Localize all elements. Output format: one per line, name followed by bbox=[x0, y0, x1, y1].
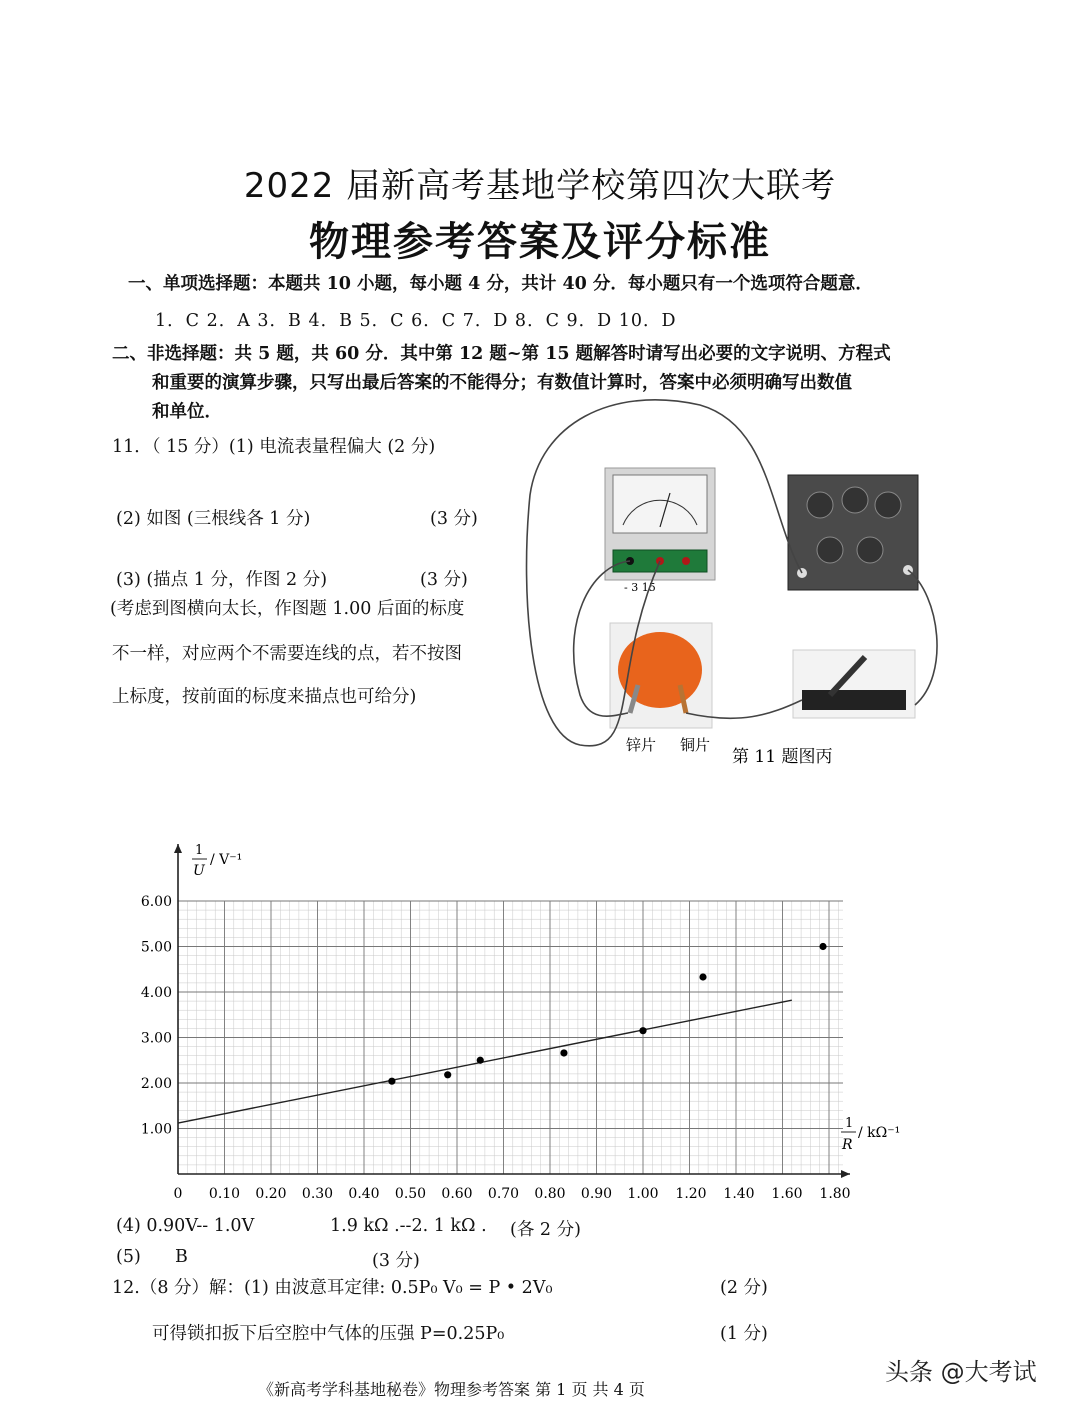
x-tick-label: 1.20 bbox=[675, 1186, 707, 1202]
switch-image bbox=[793, 650, 915, 718]
page-footer: 《新高考学科基地秘卷》物理参考答案 第 1 页 共 4 页 bbox=[258, 1380, 645, 1399]
graph-1U-vs-1R bbox=[110, 830, 910, 1215]
x-tick-label: 0.10 bbox=[208, 1186, 241, 1202]
x-tick-label: 0.80 bbox=[534, 1186, 566, 1202]
q11-note-line2: 不一样，对应两个不需要连线的点，若不按图 bbox=[112, 644, 462, 664]
x-tick-label: 0.20 bbox=[255, 1186, 287, 1202]
q11-part4-resistance: 1.9 kΩ .--2. 1 kΩ . bbox=[330, 1216, 487, 1236]
q12-part1-score: (2 分) bbox=[720, 1278, 768, 1298]
y-tick-label: 4.00 bbox=[140, 985, 172, 1001]
q11-part1: 11．（ 15 分）(1) 电流表量程偏大 (2 分) bbox=[112, 437, 436, 457]
circuit-figure bbox=[520, 395, 950, 795]
q11-part4: (4) 0.90V-- 1.0V bbox=[116, 1216, 255, 1236]
x-tick-label: 1.60 bbox=[771, 1186, 803, 1202]
y-label-unit: / V⁻¹ bbox=[210, 852, 243, 868]
x-tick-label: 0 bbox=[173, 1186, 183, 1202]
q11-part5-answer: B bbox=[175, 1247, 188, 1267]
chart-axes bbox=[174, 844, 850, 1178]
x-tick-label: 1.00 bbox=[627, 1186, 659, 1202]
meter-scale-label: - 3 15 bbox=[624, 581, 656, 594]
copper-label: 铜片 bbox=[680, 736, 711, 754]
data-point bbox=[388, 1078, 395, 1085]
data-point bbox=[699, 973, 706, 980]
x-tick-label: 0.50 bbox=[394, 1186, 427, 1202]
zinc-label: 锌片 bbox=[626, 736, 657, 754]
x-tick-label: 1.40 bbox=[723, 1186, 755, 1202]
data-point bbox=[444, 1071, 451, 1078]
x-tick-label: 1.80 bbox=[819, 1186, 851, 1202]
q11-note-line3: 上标度，按前面的标度来描点也可给分) bbox=[112, 687, 417, 707]
q12-part2-score: (1 分) bbox=[720, 1324, 768, 1344]
y-label-denominator: U bbox=[193, 863, 205, 879]
data-point bbox=[560, 1049, 567, 1056]
q11-part3: (3) (描点 1 分，作图 2 分) bbox=[116, 570, 328, 590]
q12-part2: 可得锁扣扳下后空腔中气体的压强 P=0.25P₀ bbox=[152, 1324, 505, 1344]
x-tick-label: 0.40 bbox=[348, 1186, 380, 1202]
section2-heading-line3: 和单位． bbox=[152, 402, 222, 422]
x-tick-label: 0.60 bbox=[441, 1186, 473, 1202]
section2-heading-line2: 和重要的演算步骤，只写出最后答案的不能得分；有数值计算时，答案中必须明确写出数值 bbox=[152, 373, 852, 393]
resistance-box-image bbox=[788, 475, 918, 590]
section1-heading: 一、单项选择题：本题共 10 小题，每小题 4 分，共计 40 分．每小题只有一个选项符合题意． bbox=[128, 274, 873, 294]
section2-heading-line1: 二、非选择题：共 5 题，共 60 分．其中第 12 题~第 15 题解答时请写出必要的文字说明、方程式 bbox=[112, 344, 891, 364]
y-tick-label: 6.00 bbox=[140, 894, 172, 910]
q11-part2-score: (3 分) bbox=[430, 509, 478, 529]
q11-part2: (2) 如图 (三根线各 1 分) bbox=[116, 509, 311, 529]
q11-part4-score: (各 2 分) bbox=[510, 1220, 581, 1240]
x-tick-label: 0.30 bbox=[301, 1186, 334, 1202]
watermark: 头条 @大考试 bbox=[885, 1358, 1037, 1386]
x-label-numerator: 1 bbox=[845, 1116, 854, 1131]
page-title-line1: 2022 届新高考基地学校第四次大联考 bbox=[243, 166, 837, 206]
data-point bbox=[819, 943, 826, 950]
q11-part3-score: (3 分) bbox=[420, 570, 468, 590]
y-tick-label: 5.00 bbox=[140, 939, 172, 956]
data-point bbox=[477, 1057, 484, 1064]
y-tick-label: 3.00 bbox=[140, 1030, 172, 1047]
data-point bbox=[639, 1027, 646, 1034]
chart-points bbox=[388, 943, 826, 1085]
orange-battery-image bbox=[610, 623, 712, 728]
x-tick-label: 0.90 bbox=[580, 1186, 613, 1202]
q11-note-line1: (考虑到图横向太长，作图题 1.00 后面的标度 bbox=[110, 599, 465, 619]
page-title-line2: 物理参考答案及评分标准 bbox=[309, 219, 771, 265]
y-label-numerator: 1 bbox=[195, 843, 204, 858]
y-tick-label: 2.00 bbox=[140, 1076, 172, 1092]
chart-grid bbox=[178, 901, 843, 1174]
x-label-denominator: R bbox=[842, 1137, 853, 1153]
x-label-unit: / kΩ⁻¹ bbox=[858, 1125, 901, 1141]
q12-part1: 12.（8 分）解：(1) 由波意耳定律: 0.5P₀ V₀ = P • 2V₀ bbox=[112, 1278, 553, 1298]
q11-part5-score: (3 分) bbox=[372, 1251, 420, 1271]
section1-answers: 1．C 2．A 3．B 4．B 5．C 6．C 7．D 8．C 9．D 10．D bbox=[155, 311, 677, 331]
figure-caption: 第 11 题图丙 bbox=[732, 747, 833, 767]
y-tick-label: 1.00 bbox=[140, 1121, 172, 1138]
q11-part5: (5) bbox=[116, 1247, 141, 1267]
x-tick-label: 0.70 bbox=[487, 1186, 520, 1202]
